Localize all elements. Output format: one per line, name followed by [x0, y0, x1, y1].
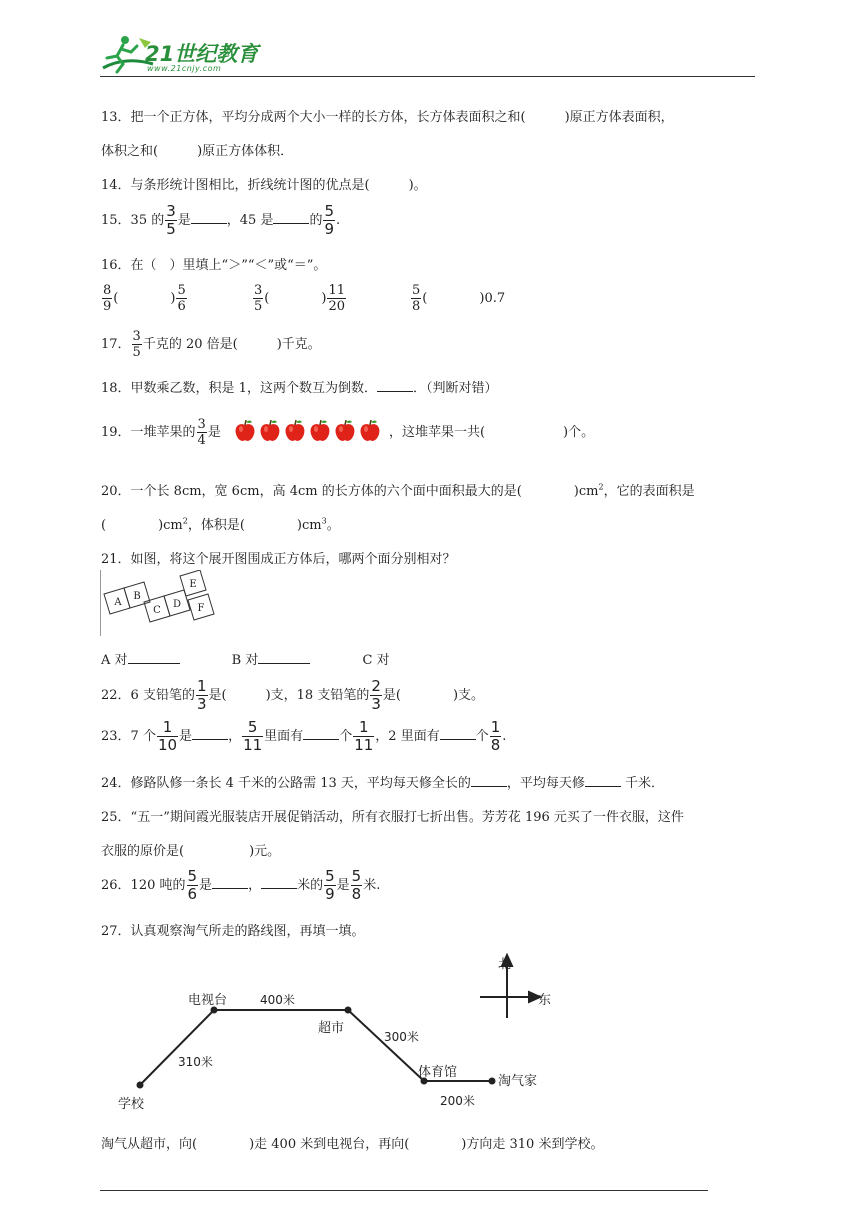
answer-blank[interactable] — [377, 391, 413, 392]
answer-blank[interactable] — [192, 739, 228, 740]
q15-part: 15．35 的 — [101, 213, 165, 228]
q14-text: 14．与条形统计图相比，折线统计图的优点是( )。 — [101, 178, 427, 193]
q20-line1: 20．一个长 8cm，宽 6cm，高 4cm 的长方体的六个面中面积最大的是( )$cm^2$，它的表面积是 — [101, 482, 695, 499]
fraction: $\frac{5}{6}$ — [187, 867, 198, 903]
fraction: $\frac{5}{6}$ — [177, 283, 186, 314]
compare-blank[interactable]: ( ) — [113, 291, 176, 306]
q19-part: 19．一堆苹果的 — [101, 425, 196, 440]
cube-net-diagram — [100, 570, 230, 636]
school-label: 学校 — [118, 1097, 145, 1112]
answer-blank[interactable] — [303, 739, 339, 740]
q18-after: ．（判断对错） — [412, 381, 498, 396]
east-label: 东 — [538, 993, 552, 1008]
q27-question: 淘气从超市，向( )走 400 米到电视台，再向( )方向走 310 米到学校。 — [101, 1137, 604, 1152]
tv-label: 电视台 — [188, 993, 228, 1008]
q16-item-b — [252, 284, 347, 313]
face-label: F — [197, 603, 205, 614]
q13-line1: 13．把一个正方体，平均分成两个大小一样的长方体，长方体表面积之和( )原正方体表面积， — [101, 110, 674, 125]
q18-text: 18．甲数乘乙数，积是 1，这两个数互为倒数． — [101, 381, 377, 396]
home-dot — [489, 1078, 496, 1085]
q13-line2: 体积之和( )原正方体体积． — [101, 144, 294, 159]
q25-line2: 衣服的原价是( )元。 — [101, 844, 281, 859]
answer-blank[interactable] — [273, 223, 309, 224]
q27-text: 27．认真观察淘气所走的路线图，再填一填。 — [101, 924, 365, 939]
market-dot — [345, 1007, 352, 1014]
q19-part: ，这堆苹果一共( )个。 — [388, 425, 595, 440]
q15-part: 是 — [177, 213, 191, 228]
fraction: $\frac{5}{9}$ — [325, 867, 335, 903]
q26: 26．120 吨的 $\frac{5}{6}$ 是 ， 米的 $\frac{5}{9}$ 是 $\frac{5}{8}$ 米. — [101, 867, 381, 903]
answer-blank[interactable] — [585, 786, 621, 787]
north-label: 北 — [498, 957, 512, 972]
q21-text: 21．如图，将这个展开图围成正方体后，哪两个面分别相对？ — [101, 552, 456, 567]
compare-blank[interactable]: ( ) — [264, 291, 327, 306]
logo-text: 21世纪教育 — [145, 42, 259, 66]
q21-answers: A 对 B 对 C 对 — [101, 653, 390, 668]
q15-part: . — [336, 213, 341, 228]
fraction: $\frac{3}{5}$ — [254, 283, 263, 314]
q23: 23．7 个 $\frac{1}{10}$ 是 ， $\frac{5}{11}$ 里面有 个 $\frac{1}{11}$ ，2 里面有 个 $\frac{1}{8}$ . — [101, 718, 507, 754]
header-logo — [95, 34, 270, 78]
fraction: $\frac{1}{8}$ — [490, 718, 501, 754]
fraction: $\frac{5}{8}$ — [351, 867, 362, 903]
route-map — [100, 948, 570, 1118]
fraction: $\frac{2}{3}$ — [371, 677, 381, 713]
q19-part: 是 — [207, 425, 221, 440]
school-dot — [137, 1082, 144, 1089]
q16-item-a — [101, 284, 188, 313]
distance-400: 400米 — [260, 993, 295, 1007]
fraction: $\frac{1}{11}$ — [354, 718, 374, 754]
answer-blank[interactable] — [440, 739, 476, 740]
fraction: $\frac{3}{5}$ — [132, 329, 141, 360]
fraction: $\frac{5}{11}$ — [243, 718, 263, 754]
q16-text: 16．在（ ）里填上“＞”“＜”或“＝”。 — [101, 258, 327, 273]
apple-icon — [308, 419, 332, 443]
fraction: $\frac{8}{9}$ — [103, 283, 112, 314]
q17-text: 千克的 20 倍是( )千克。 — [142, 337, 321, 352]
value-text: 0.7 — [484, 291, 506, 306]
fraction: $\frac{1}{10}$ — [157, 718, 178, 754]
face-label: D — [172, 599, 182, 610]
footer-divider — [100, 1190, 708, 1191]
q15 — [101, 204, 340, 237]
header-divider — [100, 76, 755, 77]
answer-blank[interactable] — [471, 786, 507, 787]
face-label: A — [114, 597, 122, 608]
face-label: B — [133, 591, 141, 602]
q19 — [101, 418, 594, 447]
apple-icon — [283, 419, 307, 443]
q24: 24．修路队修一条长 4 千米的公路需 13 天，平均每天修全长的 ，平均每天修 千米． — [101, 776, 665, 791]
q17: 17． $\frac{3}{5}$ 千克的 20 倍是( )千克。 — [101, 329, 321, 360]
compare-blank[interactable]: ( ) — [422, 291, 485, 306]
fraction: $\frac{5}{9}$ — [324, 202, 335, 238]
apple-icon — [258, 419, 282, 443]
answer-blank[interactable] — [191, 223, 227, 224]
q18 — [101, 377, 497, 396]
apple-row — [233, 419, 383, 447]
logo-url: www.21cnjy.com — [147, 64, 222, 73]
face-label: C — [153, 605, 161, 616]
apple-icon — [358, 419, 382, 443]
distance-300: 300米 — [384, 1030, 419, 1044]
q15-part: 的 — [309, 213, 323, 228]
distance-200: 200米 — [440, 1094, 475, 1108]
answer-blank[interactable] — [212, 888, 248, 889]
fraction: $\frac{3}{4}$ — [197, 417, 206, 448]
answer-blank[interactable] — [128, 663, 180, 664]
q25-line1: 25．“五一”期间霞光服装店开展促销活动，所有衣服打七折出售。芳芳花 196 元买了一件衣服，这件 — [101, 810, 684, 825]
market-label: 超市 — [318, 1021, 345, 1036]
distance-310: 310米 — [178, 1055, 213, 1069]
q20-line2: ( )$cm^2$，体积是( )$cm^3$。 — [101, 516, 340, 533]
fraction: $\frac{11}{20}$ — [328, 283, 345, 314]
fraction: $\frac{5}{8}$ — [412, 283, 421, 314]
apple-icon — [333, 419, 357, 443]
fraction: $\frac{1}{3}$ — [196, 677, 207, 713]
apple-icon — [233, 419, 257, 443]
answer-blank[interactable] — [261, 888, 297, 889]
gym-label: 体育馆 — [418, 1065, 458, 1080]
q22: 22．6 支铅笔的 $\frac{1}{3}$ 是( )支，18 支铅笔的 $\frac{2}{3}$ 是( )支。 — [101, 677, 485, 713]
answer-blank[interactable] — [258, 663, 310, 664]
face-label: E — [189, 579, 197, 590]
q15-part: ，45 是 — [226, 213, 274, 228]
home-label: 淘气家 — [498, 1074, 538, 1089]
q16-item-c — [410, 284, 505, 313]
fraction: $\frac{3}{5}$ — [166, 202, 176, 238]
